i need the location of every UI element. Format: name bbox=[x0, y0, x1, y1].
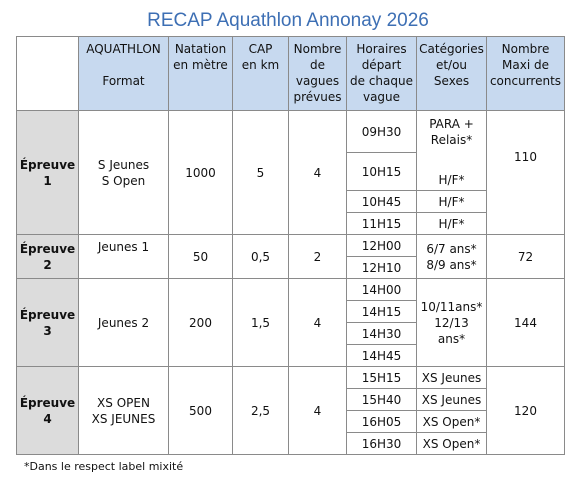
epreuve-1-horaire-1: 09H30 bbox=[347, 111, 417, 153]
epreuve-1-horaire-2: 10H15 bbox=[347, 153, 417, 191]
header-horaires-line2: départ bbox=[361, 58, 402, 72]
epreuve-2-horaire-2: 12H10 bbox=[347, 257, 417, 279]
epreuve-1-categorie-1-line1: PARA + bbox=[429, 116, 474, 131]
epreuve-4-label-line2: 4 bbox=[43, 411, 52, 426]
header-categories-line2: et/ou bbox=[435, 58, 468, 72]
header-format-line1: AQUATHLON bbox=[86, 42, 161, 56]
header-categories-line3: Sexes bbox=[433, 74, 470, 88]
table-row bbox=[17, 367, 565, 389]
header-vagues-line1: Nombre bbox=[293, 42, 342, 56]
header-vagues-line4: prévues bbox=[293, 90, 342, 104]
epreuve-4-horaire-4: 16H30 bbox=[347, 433, 417, 455]
table-row bbox=[17, 111, 565, 153]
epreuve-4-format-line2: XS JEUNES bbox=[91, 411, 156, 426]
epreuve-4-maxi: 120 bbox=[487, 367, 565, 455]
header-natation bbox=[169, 37, 233, 111]
epreuve-4-categorie-2: XS Jeunes bbox=[417, 389, 487, 411]
header-horaires-line4: vague bbox=[362, 90, 401, 104]
epreuve-4-categorie-4: XS Open* bbox=[417, 433, 487, 455]
epreuve-3-label-line2: 3 bbox=[43, 323, 52, 338]
header-maxi-line2: Maxi de bbox=[502, 58, 549, 72]
epreuve-4-label bbox=[17, 367, 79, 455]
header-cap-line1: CAP bbox=[248, 42, 273, 56]
header-categories-line1: Catégories bbox=[419, 42, 484, 56]
epreuve-1-horaire-3: 10H45 bbox=[347, 191, 417, 213]
epreuve-2-categorie-2: 8/9 ans* bbox=[426, 257, 477, 272]
epreuve-4-format-line1: XS OPEN bbox=[97, 395, 150, 410]
epreuve-1-format bbox=[79, 111, 169, 235]
header-cap-line2: en km bbox=[241, 58, 280, 72]
header-vagues-line2: de bbox=[310, 58, 325, 72]
epreuve-4-categorie-1: XS Jeunes bbox=[417, 367, 487, 389]
epreuve-4-natation: 500 bbox=[169, 367, 233, 455]
epreuve-1-categorie-1 bbox=[417, 111, 487, 153]
header-maxi-line3: concurrents bbox=[489, 74, 562, 88]
header-horaires-line3: de chaque bbox=[350, 74, 413, 88]
epreuve-4-format bbox=[79, 367, 169, 455]
header-vagues-line3: vagues bbox=[295, 74, 340, 88]
epreuve-4-categorie-3: XS Open* bbox=[417, 411, 487, 433]
epreuve-3-label bbox=[17, 279, 79, 367]
epreuve-2-label-line2: 2 bbox=[43, 257, 52, 272]
epreuve-3-categorie-1: 10/11ans* bbox=[420, 299, 483, 314]
header-cap bbox=[233, 37, 289, 111]
header-corner bbox=[17, 37, 79, 111]
epreuve-3-maxi: 144 bbox=[487, 279, 565, 367]
epreuve-1-horaire-4: 11H15 bbox=[347, 213, 417, 235]
header-natation-line2: en mètre bbox=[173, 58, 228, 72]
epreuve-2-maxi: 72 bbox=[487, 235, 565, 279]
epreuve-1-label-line2: 1 bbox=[43, 173, 52, 188]
header-maxi-line1: Nombre bbox=[501, 42, 550, 56]
epreuve-1-categorie-4: H/F* bbox=[417, 213, 487, 235]
epreuve-2-horaire-1: 12H00 bbox=[347, 235, 417, 257]
epreuve-3-horaire-3: 14H30 bbox=[347, 323, 417, 345]
epreuve-3-natation: 200 bbox=[169, 279, 233, 367]
epreuve-3-vagues: 4 bbox=[289, 279, 347, 367]
epreuve-1-categorie-2: H/F* bbox=[417, 153, 487, 191]
epreuve-4-vagues: 4 bbox=[289, 367, 347, 455]
epreuve-4-horaire-3: 16H05 bbox=[347, 411, 417, 433]
table-row bbox=[17, 235, 565, 257]
epreuve-3-horaire-1: 14H00 bbox=[347, 279, 417, 301]
header-format bbox=[79, 37, 169, 111]
epreuve-2-label-line1: Épreuve bbox=[19, 241, 76, 256]
epreuve-1-categorie-3: H/F* bbox=[417, 191, 487, 213]
epreuve-2-categories bbox=[417, 235, 487, 279]
header-vagues bbox=[289, 37, 347, 111]
epreuve-4-horaire-1: 15H15 bbox=[347, 367, 417, 389]
header-maxi bbox=[487, 37, 565, 111]
epreuve-3-format: Jeunes 2 bbox=[79, 279, 169, 367]
epreuve-1-cap: 5 bbox=[233, 111, 289, 235]
epreuve-2-cap: 0,5 bbox=[233, 235, 289, 279]
epreuve-1-format-line2: S Open bbox=[101, 173, 146, 188]
epreuve-1-natation: 1000 bbox=[169, 111, 233, 235]
epreuve-4-horaire-2: 15H40 bbox=[347, 389, 417, 411]
epreuve-3-horaire-4: 14H45 bbox=[347, 345, 417, 367]
header-row bbox=[17, 37, 565, 111]
header-horaires bbox=[347, 37, 417, 111]
header-horaires-line1: Horaires bbox=[356, 42, 407, 56]
epreuve-2-categorie-1: 6/7 ans* bbox=[426, 241, 477, 256]
epreuve-1-format-line1: S Jeunes bbox=[97, 157, 150, 172]
header-categories bbox=[417, 37, 487, 111]
epreuve-2-natation: 50 bbox=[169, 235, 233, 279]
epreuve-1-vagues: 4 bbox=[289, 111, 347, 235]
epreuve-2-label bbox=[17, 235, 79, 279]
epreuve-1-label bbox=[17, 111, 79, 235]
header-natation-line1: Natation bbox=[174, 42, 227, 56]
epreuve-1-label-line1: Épreuve bbox=[19, 157, 76, 172]
footnote: *Dans le respect label mixité bbox=[24, 460, 184, 473]
epreuve-3-horaire-2: 14H15 bbox=[347, 301, 417, 323]
header-format-line2: Format bbox=[102, 74, 145, 88]
epreuve-2-vagues: 2 bbox=[289, 235, 347, 279]
epreuve-3-label-line1: Épreuve bbox=[19, 307, 76, 322]
epreuve-4-label-line1: Épreuve bbox=[19, 395, 76, 410]
epreuve-1-categorie-1-line2: Relais* bbox=[430, 132, 473, 147]
epreuve-3-categorie-2: 12/13 ans* bbox=[434, 315, 469, 346]
epreuve-4-cap: 2,5 bbox=[233, 367, 289, 455]
epreuve-3-categories bbox=[417, 279, 487, 367]
epreuve-3-cap: 1,5 bbox=[233, 279, 289, 367]
page-title: RECAP Aquathlon Annonay 2026 bbox=[147, 10, 429, 31]
epreuve-1-maxi: 110 bbox=[487, 111, 565, 235]
epreuve-2-format: Jeunes 1 bbox=[79, 235, 169, 279]
recap-table bbox=[16, 36, 565, 455]
table-row bbox=[17, 279, 565, 301]
